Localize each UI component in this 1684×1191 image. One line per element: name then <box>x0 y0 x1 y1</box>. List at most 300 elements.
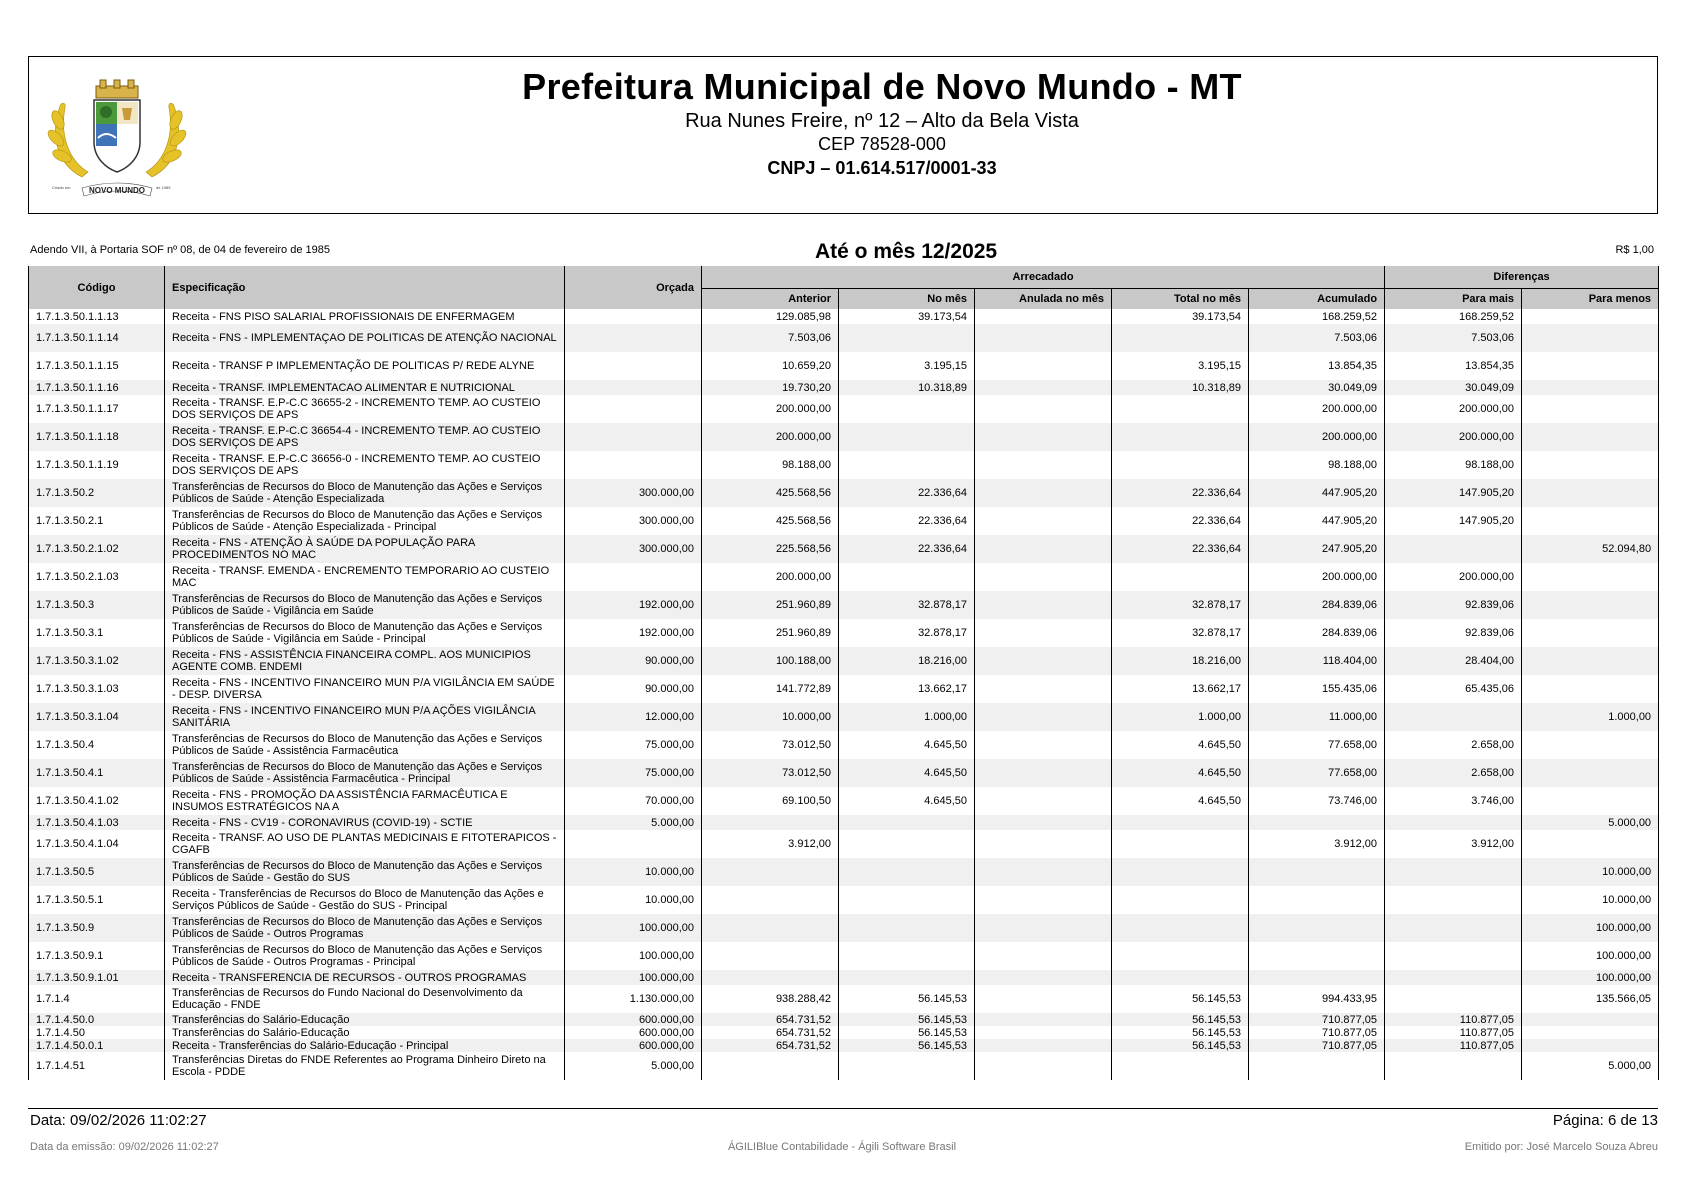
cell-no-mes <box>839 451 975 479</box>
cell-anulada <box>975 479 1112 507</box>
cell-para-mais <box>1385 858 1522 886</box>
cell-anterior: 19.730,20 <box>702 380 839 395</box>
cell-para-menos: 100.000,00 <box>1522 970 1659 985</box>
cell-no-mes: 32.878,17 <box>839 591 975 619</box>
cell-codigo: 1.7.1.4.50 <box>29 1026 165 1039</box>
cell-anulada <box>975 380 1112 395</box>
cell-total <box>1112 858 1249 886</box>
cell-acumulado: 30.049,09 <box>1249 380 1385 395</box>
cell-acumulado: 77.658,00 <box>1249 731 1385 759</box>
software-credit: ÁGILIBlue Contabilidade - Ágili Software Brasil <box>727 1141 957 1153</box>
cell-anulada <box>975 1013 1112 1026</box>
cell-para-mais <box>1385 886 1522 914</box>
cell-para-menos <box>1522 479 1659 507</box>
table-row <box>29 858 1659 886</box>
table-row <box>29 886 1659 914</box>
cell-para-menos <box>1522 647 1659 675</box>
cell-acumulado: 118.404,00 <box>1249 647 1385 675</box>
cell-total: 10.318,89 <box>1112 380 1249 395</box>
cell-especificacao: Transferências de Recursos do Bloco de Manutenção das Ações e Serviços Públicos de Saúde - Atenção Especializada <box>165 479 565 507</box>
cell-acumulado <box>1249 942 1385 970</box>
cell-total <box>1112 815 1249 830</box>
cell-anulada <box>975 858 1112 886</box>
cell-anterior: 100.188,00 <box>702 647 839 675</box>
cell-acumulado <box>1249 914 1385 942</box>
cell-orcada: 90.000,00 <box>565 675 702 703</box>
cell-para-mais: 110.877,05 <box>1385 1026 1522 1039</box>
cell-para-menos: 1.000,00 <box>1522 703 1659 731</box>
cell-codigo: 1.7.1.3.50.9.1.01 <box>29 970 165 985</box>
cnpj-line: CNPJ – 01.614.517/0001-33 <box>767 158 997 178</box>
cell-acumulado: 13.854,35 <box>1249 352 1385 380</box>
currency-unit: R$ 1,00 <box>1615 244 1654 256</box>
cell-orcada: 75.000,00 <box>565 731 702 759</box>
cell-para-menos <box>1522 731 1659 759</box>
cell-anulada <box>975 886 1112 914</box>
cell-anulada <box>975 1052 1112 1080</box>
cell-acumulado: 7.503,06 <box>1249 324 1385 352</box>
cell-para-menos <box>1522 759 1659 787</box>
cell-para-mais: 3.912,00 <box>1385 830 1522 858</box>
legal-reference: Adendo VII, à Portaria SOF nº 08, de 04 de fevereiro de 1985 <box>30 244 330 256</box>
col-acumulado-header: Acumulado <box>1249 289 1385 310</box>
cell-especificacao: Transferências de Recursos do Bloco de Manutenção das Ações e Serviços Públicos de Saúde - Vigilância em Saúde <box>165 591 565 619</box>
cell-anterior: 200.000,00 <box>702 395 839 423</box>
cell-especificacao: Transferências de Recursos do Bloco de Manutenção das Ações e Serviços Públicos de Saúde - Vigilância em Saúde - Principal <box>165 619 565 647</box>
cell-no-mes <box>839 914 975 942</box>
cell-acumulado: 447.905,20 <box>1249 507 1385 535</box>
cell-para-mais: 147.905,20 <box>1385 479 1522 507</box>
logo-banner-text: NOVO MUNDO <box>89 186 145 195</box>
table-row <box>29 1013 1659 1026</box>
col-orcada-header: Orçada <box>565 266 702 309</box>
cell-anterior: 938.288,42 <box>702 985 839 1013</box>
cell-especificacao: Transferências de Recursos do Bloco de Manutenção das Ações e Serviços Públicos de Saúde - Outros Programas <box>165 914 565 942</box>
cell-acumulado: 155.435,06 <box>1249 675 1385 703</box>
cell-acumulado: 710.877,05 <box>1249 1026 1385 1039</box>
cell-no-mes: 13.662,17 <box>839 675 975 703</box>
report-subheader <box>30 240 1654 264</box>
cell-anulada <box>975 703 1112 731</box>
cell-anterior: 200.000,00 <box>702 423 839 451</box>
cell-para-menos <box>1522 380 1659 395</box>
cell-para-mais: 2.658,00 <box>1385 731 1522 759</box>
cell-especificacao: Receita - FNS - INCENTIVO FINANCEIRO MUN P/A VIGILÂNCIA EM SAÚDE - DESP. DIVERSA <box>165 675 565 703</box>
cell-orcada: 300.000,00 <box>565 535 702 563</box>
cell-codigo: 1.7.1.3.50.3.1.02 <box>29 647 165 675</box>
cell-anterior: 425.568,56 <box>702 507 839 535</box>
cell-orcada: 100.000,00 <box>565 970 702 985</box>
cell-orcada <box>565 451 702 479</box>
cell-orcada: 10.000,00 <box>565 858 702 886</box>
logo-left-text: Criado em <box>52 185 71 190</box>
cell-para-mais <box>1385 942 1522 970</box>
cell-anulada <box>975 830 1112 858</box>
cell-total: 56.145,53 <box>1112 1039 1249 1052</box>
cell-total <box>1112 324 1249 352</box>
cell-codigo: 1.7.1.3.50.1.1.17 <box>29 395 165 423</box>
cell-para-mais: 200.000,00 <box>1385 423 1522 451</box>
table-row <box>29 380 1659 395</box>
period-title: Até o mês 12/2025 <box>815 240 998 263</box>
cell-codigo: 1.7.1.4.50.0.1 <box>29 1039 165 1052</box>
table-row <box>29 942 1659 970</box>
cell-para-menos <box>1522 830 1659 858</box>
cell-para-menos: 52.094,80 <box>1522 535 1659 563</box>
report-date: Data: 09/02/2026 11:02:27 <box>30 1112 207 1129</box>
cell-anulada <box>975 914 1112 942</box>
cell-anterior: 141.772,89 <box>702 675 839 703</box>
table-body <box>29 309 1659 1080</box>
table-row <box>29 507 1659 535</box>
cell-anterior <box>702 886 839 914</box>
cell-acumulado: 710.877,05 <box>1249 1013 1385 1026</box>
cell-acumulado: 200.000,00 <box>1249 423 1385 451</box>
cell-para-mais <box>1385 970 1522 985</box>
cell-para-menos <box>1522 1013 1659 1026</box>
cell-orcada: 600.000,00 <box>565 1039 702 1052</box>
cell-total: 4.645,50 <box>1112 731 1249 759</box>
col-no-mes-header: No mês <box>839 289 975 310</box>
cell-codigo: 1.7.1.3.50.9 <box>29 914 165 942</box>
table-row <box>29 423 1659 451</box>
cell-para-mais: 92.839,06 <box>1385 591 1522 619</box>
cell-orcada: 90.000,00 <box>565 647 702 675</box>
cell-para-menos <box>1522 324 1659 352</box>
cell-anulada <box>975 815 1112 830</box>
cell-codigo: 1.7.1.3.50.3 <box>29 591 165 619</box>
table-row <box>29 1026 1659 1039</box>
table-row <box>29 815 1659 830</box>
cell-orcada: 5.000,00 <box>565 1052 702 1080</box>
cell-codigo: 1.7.1.3.50.2.1 <box>29 507 165 535</box>
cell-anterior: 251.960,89 <box>702 619 839 647</box>
cell-anterior: 654.731,52 <box>702 1026 839 1039</box>
cell-no-mes <box>839 970 975 985</box>
cell-para-menos <box>1522 423 1659 451</box>
cell-no-mes: 56.145,53 <box>839 985 975 1013</box>
cell-para-menos: 100.000,00 <box>1522 914 1659 942</box>
cell-orcada <box>565 324 702 352</box>
arrecadado-group-header: Arrecadado <box>702 266 1385 289</box>
cell-total <box>1112 830 1249 858</box>
cell-acumulado: 168.259,52 <box>1249 309 1385 324</box>
cell-acumulado <box>1249 1052 1385 1080</box>
cell-no-mes: 22.336,64 <box>839 535 975 563</box>
cell-para-mais: 3.746,00 <box>1385 787 1522 815</box>
cell-anulada <box>975 1026 1112 1039</box>
cell-codigo: 1.7.1.3.50.2 <box>29 479 165 507</box>
cell-no-mes <box>839 830 975 858</box>
col-total-header: Total no mês <box>1112 289 1249 310</box>
cell-total: 32.878,17 <box>1112 591 1249 619</box>
cell-acumulado: 11.000,00 <box>1249 703 1385 731</box>
cell-total: 56.145,53 <box>1112 1026 1249 1039</box>
cell-anulada <box>975 451 1112 479</box>
cell-no-mes <box>839 886 975 914</box>
cell-anulada <box>975 563 1112 591</box>
cell-orcada: 1.130.000,00 <box>565 985 702 1013</box>
cell-para-mais: 110.877,05 <box>1385 1039 1522 1052</box>
cell-orcada: 100.000,00 <box>565 914 702 942</box>
cell-para-menos <box>1522 1039 1659 1052</box>
cell-para-mais <box>1385 703 1522 731</box>
cell-codigo: 1.7.1.4.50.0 <box>29 1013 165 1026</box>
cell-para-mais <box>1385 815 1522 830</box>
cell-anulada <box>975 731 1112 759</box>
table-row <box>29 703 1659 731</box>
cell-para-mais: 28.404,00 <box>1385 647 1522 675</box>
table-row <box>29 451 1659 479</box>
cell-total: 22.336,64 <box>1112 507 1249 535</box>
cell-total: 4.645,50 <box>1112 787 1249 815</box>
cell-acumulado: 200.000,00 <box>1249 563 1385 591</box>
cell-orcada: 5.000,00 <box>565 815 702 830</box>
cell-para-mais: 110.877,05 <box>1385 1013 1522 1026</box>
cell-para-mais: 200.000,00 <box>1385 395 1522 423</box>
cell-codigo: 1.7.1.3.50.1.1.19 <box>29 451 165 479</box>
cell-no-mes: 18.216,00 <box>839 647 975 675</box>
cell-orcada: 600.000,00 <box>565 1013 702 1026</box>
cell-acumulado: 284.839,06 <box>1249 591 1385 619</box>
table-row <box>29 479 1659 507</box>
cell-para-menos <box>1522 591 1659 619</box>
col-anulada-header: Anulada no mês <box>975 289 1112 310</box>
cell-total <box>1112 1052 1249 1080</box>
cell-especificacao: Transferências de Recursos do Bloco de Manutenção das Ações e Serviços Públicos de Saúde - Atenção Especializada - Principal <box>165 507 565 535</box>
cell-para-mais <box>1385 914 1522 942</box>
cell-codigo: 1.7.1.3.50.4.1.02 <box>29 787 165 815</box>
cell-para-menos <box>1522 309 1659 324</box>
cell-codigo: 1.7.1.3.50.4.1.04 <box>29 830 165 858</box>
cell-para-menos <box>1522 787 1659 815</box>
cell-para-menos <box>1522 619 1659 647</box>
table-row <box>29 914 1659 942</box>
cell-anterior: 3.912,00 <box>702 830 839 858</box>
table-row <box>29 309 1659 324</box>
cell-especificacao: Receita - Transferências de Recursos do Bloco de Manutenção das Ações e Serviços Públicos de Saúde - Gestão do SUS - Principal <box>165 886 565 914</box>
cell-total <box>1112 395 1249 423</box>
cell-orcada: 12.000,00 <box>565 703 702 731</box>
cell-codigo: 1.7.1.3.50.3.1.04 <box>29 703 165 731</box>
cell-especificacao: Transferências de Recursos do Bloco de Manutenção das Ações e Serviços Públicos de Saúde - Assistência Farmacêutica - Principal <box>165 759 565 787</box>
cell-especificacao: Receita - FNS - PROMOÇÃO DA ASSISTÊNCIA FARMACÊUTICA E INSUMOS ESTRATÉGICOS NA A <box>165 787 565 815</box>
cell-anulada <box>975 507 1112 535</box>
cell-codigo: 1.7.1.3.50.3.1 <box>29 619 165 647</box>
cell-acumulado: 3.912,00 <box>1249 830 1385 858</box>
cell-orcada: 100.000,00 <box>565 942 702 970</box>
cell-especificacao: Transferências de Recursos do Bloco de Manutenção das Ações e Serviços Públicos de Saúde - Outros Programas - Principal <box>165 942 565 970</box>
cell-codigo: 1.7.1.3.50.2.1.02 <box>29 535 165 563</box>
cell-especificacao: Receita - TRANSFERENCIA DE RECURSOS - OUTROS PROGRAMAS <box>165 970 565 985</box>
cell-acumulado <box>1249 886 1385 914</box>
cell-codigo: 1.7.1.3.50.3.1.03 <box>29 675 165 703</box>
cell-para-mais <box>1385 535 1522 563</box>
cell-orcada <box>565 830 702 858</box>
cell-no-mes <box>839 563 975 591</box>
cell-para-mais: 147.905,20 <box>1385 507 1522 535</box>
cell-no-mes: 22.336,64 <box>839 479 975 507</box>
col-para-mais-header: Para mais <box>1385 289 1522 310</box>
cell-anterior: 10.659,20 <box>702 352 839 380</box>
cell-anulada <box>975 309 1112 324</box>
cell-total: 18.216,00 <box>1112 647 1249 675</box>
table-row <box>29 830 1659 858</box>
cell-anterior: 10.000,00 <box>702 703 839 731</box>
cell-anterior <box>702 1052 839 1080</box>
cell-especificacao: Receita - FNS - CV19 - CORONAVIRUS (COVID-19) - SCTIE <box>165 815 565 830</box>
cell-para-mais <box>1385 1052 1522 1080</box>
cell-no-mes: 56.145,53 <box>839 1013 975 1026</box>
cell-anulada <box>975 970 1112 985</box>
cell-no-mes <box>839 815 975 830</box>
cell-no-mes: 4.645,50 <box>839 731 975 759</box>
cell-acumulado <box>1249 858 1385 886</box>
cell-especificacao: Receita - FNS - ASSISTÊNCIA FINANCEIRA COMPL. AOS MUNICIPIOS AGENTE COMB. ENDEMI <box>165 647 565 675</box>
cell-total: 22.336,64 <box>1112 479 1249 507</box>
cell-total: 56.145,53 <box>1112 985 1249 1013</box>
cell-especificacao: Transferências Diretas do FNDE Referentes ao Programa Dinheiro Direto na Escola - PDDE <box>165 1052 565 1080</box>
col-codigo-header: Código <box>29 266 165 309</box>
cell-total <box>1112 423 1249 451</box>
cell-no-mes: 1.000,00 <box>839 703 975 731</box>
cell-no-mes: 39.173,54 <box>839 309 975 324</box>
cell-total: 13.662,17 <box>1112 675 1249 703</box>
cell-para-menos <box>1522 507 1659 535</box>
table-row <box>29 787 1659 815</box>
cell-anulada <box>975 535 1112 563</box>
cell-acumulado: 284.839,06 <box>1249 619 1385 647</box>
cell-total <box>1112 942 1249 970</box>
emission-date: Data da emissão: 09/02/2026 11:02:27 <box>30 1141 219 1153</box>
cell-anterior <box>702 970 839 985</box>
table-row <box>29 352 1659 380</box>
cell-codigo: 1.7.1.3.50.5.1 <box>29 886 165 914</box>
cell-no-mes: 22.336,64 <box>839 507 975 535</box>
cell-acumulado: 73.746,00 <box>1249 787 1385 815</box>
cell-anulada <box>975 324 1112 352</box>
cell-acumulado: 447.905,20 <box>1249 479 1385 507</box>
table-row <box>29 985 1659 1013</box>
cell-para-menos <box>1522 1026 1659 1039</box>
cell-anterior <box>702 942 839 970</box>
cell-no-mes: 10.318,89 <box>839 380 975 395</box>
cell-anterior: 425.568,56 <box>702 479 839 507</box>
cell-codigo: 1.7.1.3.50.1.1.16 <box>29 380 165 395</box>
cell-especificacao: Transferências do Salário-Educação <box>165 1026 565 1039</box>
cell-para-mais: 65.435,06 <box>1385 675 1522 703</box>
cell-total: 4.645,50 <box>1112 759 1249 787</box>
table-row <box>29 619 1659 647</box>
cell-orcada: 10.000,00 <box>565 886 702 914</box>
cell-para-mais: 200.000,00 <box>1385 563 1522 591</box>
diferencas-group-header: Diferenças <box>1385 266 1659 289</box>
cell-codigo: 1.7.1.3.50.4.1.03 <box>29 815 165 830</box>
table-row <box>29 1052 1659 1080</box>
cell-codigo: 1.7.1.3.50.1.1.14 <box>29 324 165 352</box>
cell-orcada: 300.000,00 <box>565 479 702 507</box>
cell-codigo: 1.7.1.4.51 <box>29 1052 165 1080</box>
table-row <box>29 563 1659 591</box>
cell-acumulado: 994.433,95 <box>1249 985 1385 1013</box>
table-row <box>29 731 1659 759</box>
cell-para-menos <box>1522 395 1659 423</box>
cell-anulada <box>975 395 1112 423</box>
cell-no-mes <box>839 395 975 423</box>
cell-total: 32.878,17 <box>1112 619 1249 647</box>
revenue-table <box>28 266 1659 1080</box>
cell-especificacao: Transferências de Recursos do Bloco de Manutenção das Ações e Serviços Públicos de Saúde - Assistência Farmacêutica <box>165 731 565 759</box>
table-row <box>29 675 1659 703</box>
cell-orcada <box>565 563 702 591</box>
col-especificacao-header: Especificação <box>165 266 565 309</box>
cell-no-mes <box>839 942 975 970</box>
cell-codigo: 1.7.1.3.50.4 <box>29 731 165 759</box>
cell-orcada: 75.000,00 <box>565 759 702 787</box>
cell-para-menos: 135.566,05 <box>1522 985 1659 1013</box>
cell-para-mais: 168.259,52 <box>1385 309 1522 324</box>
cell-anterior: 225.568,56 <box>702 535 839 563</box>
cell-total: 22.336,64 <box>1112 535 1249 563</box>
cell-orcada: 192.000,00 <box>565 591 702 619</box>
cell-anulada <box>975 985 1112 1013</box>
cell-anterior: 200.000,00 <box>702 563 839 591</box>
cell-anterior: 98.188,00 <box>702 451 839 479</box>
cell-orcada: 600.000,00 <box>565 1026 702 1039</box>
cell-especificacao: Receita - FNS - IMPLEMENTAÇAO DE POLITICAS DE ATENÇÃO NACIONAL <box>165 324 565 352</box>
cell-anulada <box>975 423 1112 451</box>
cell-especificacao: Receita - TRANSF. AO USO DE PLANTAS MEDICINAIS E FITOTERAPICOS - CGAFB <box>165 830 565 858</box>
cell-anulada <box>975 1039 1112 1052</box>
cell-para-mais: 13.854,35 <box>1385 352 1522 380</box>
page-number: Página: 6 de 13 <box>1552 1112 1658 1129</box>
cell-especificacao: Transferências do Salário-Educação <box>165 1013 565 1026</box>
cell-para-menos: 10.000,00 <box>1522 886 1659 914</box>
cell-anulada <box>975 787 1112 815</box>
cell-no-mes: 56.145,53 <box>839 1039 975 1052</box>
cell-anterior: 129.085,98 <box>702 309 839 324</box>
cell-anterior <box>702 815 839 830</box>
cell-para-menos <box>1522 563 1659 591</box>
cell-para-mais <box>1385 985 1522 1013</box>
cell-especificacao: Receita - TRANSF. E.P-C.C 36656-0 - INCREMENTO TEMP. AO CUSTEIO DOS SERVIÇOS DE APS <box>165 451 565 479</box>
cell-total: 3.195,15 <box>1112 352 1249 380</box>
table-row <box>29 535 1659 563</box>
cell-para-menos <box>1522 675 1659 703</box>
cell-anulada <box>975 352 1112 380</box>
cell-total <box>1112 970 1249 985</box>
cell-anulada <box>975 591 1112 619</box>
cell-codigo: 1.7.1.3.50.1.1.15 <box>29 352 165 380</box>
cell-acumulado: 247.905,20 <box>1249 535 1385 563</box>
cell-anulada <box>975 619 1112 647</box>
cell-anulada <box>975 647 1112 675</box>
cell-total <box>1112 886 1249 914</box>
cell-codigo: 1.7.1.3.50.5 <box>29 858 165 886</box>
cell-para-menos: 100.000,00 <box>1522 942 1659 970</box>
cell-no-mes: 56.145,53 <box>839 1026 975 1039</box>
table-row <box>29 324 1659 352</box>
table-row <box>29 759 1659 787</box>
cell-no-mes <box>839 1052 975 1080</box>
cell-total <box>1112 451 1249 479</box>
cell-especificacao: Receita - FNS - INCENTIVO FINANCEIRO MUN P/A AÇÕES VIGILÂNCIA SANITÁRIA <box>165 703 565 731</box>
cell-acumulado: 200.000,00 <box>1249 395 1385 423</box>
cell-especificacao: Receita - FNS PISO SALARIAL PROFISSIONAIS DE ENFERMAGEM <box>165 309 565 324</box>
cell-total <box>1112 563 1249 591</box>
cell-anterior: 69.100,50 <box>702 787 839 815</box>
cell-para-menos <box>1522 451 1659 479</box>
